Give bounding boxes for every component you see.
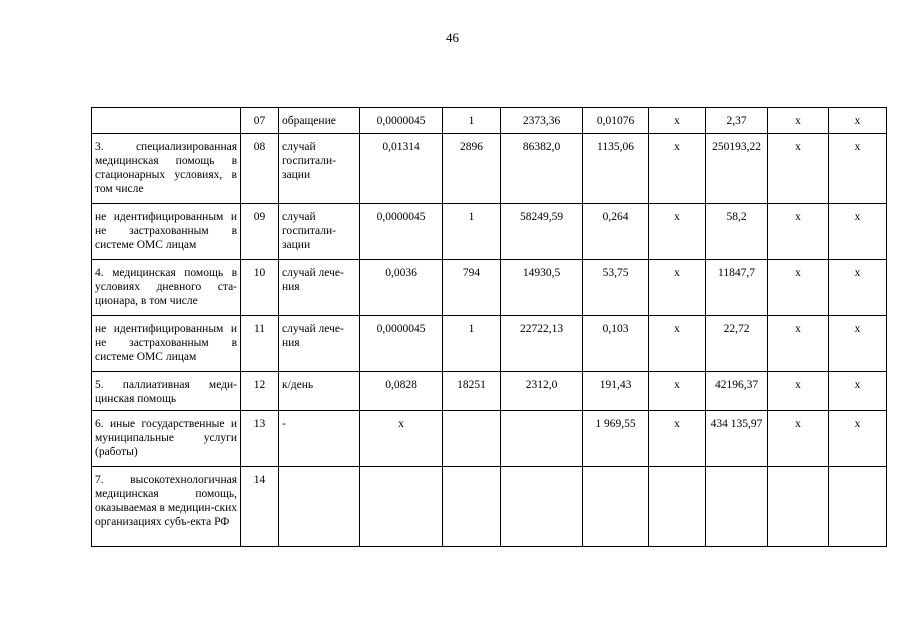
total-share-cell: х — [829, 411, 887, 467]
total-budget-cell: 434 135,97 — [706, 411, 768, 467]
unit-cost-cell: 2312,0 — [501, 372, 583, 411]
unit-cell: к/день — [279, 372, 360, 411]
volume-norm-cell: 0,0000045 — [360, 204, 443, 260]
per-capita-oms-cell — [649, 467, 706, 547]
per-capita-cell — [583, 467, 649, 547]
table-row — [92, 108, 887, 134]
row-code-cell: 07 — [241, 108, 279, 134]
service-name-cell: 5. паллиативная меди-цинская помощь — [92, 372, 241, 411]
per-capita-cell: 1135,06 — [583, 134, 649, 204]
volume-cell: 1 — [443, 108, 501, 134]
table-row — [92, 316, 887, 372]
per-capita-cell: 191,43 — [583, 372, 649, 411]
total-oms-cell: х — [768, 134, 829, 204]
table-row — [92, 372, 887, 411]
volume-cell — [443, 411, 501, 467]
total-share-cell: х — [829, 316, 887, 372]
volume-norm-cell — [360, 467, 443, 547]
service-name-cell — [92, 108, 241, 134]
total-budget-cell: 42196,37 — [706, 372, 768, 411]
total-budget-cell: 11847,7 — [706, 260, 768, 316]
per-capita-oms-cell: х — [649, 316, 706, 372]
total-share-cell: х — [829, 260, 887, 316]
total-oms-cell: х — [768, 204, 829, 260]
total-share-cell: х — [829, 108, 887, 134]
row-code-cell: 10 — [241, 260, 279, 316]
total-share-cell — [829, 467, 887, 547]
total-oms-cell: х — [768, 372, 829, 411]
per-capita-cell: 0,264 — [583, 204, 649, 260]
service-name-cell: не идентифицированным и не застрахованным в системе ОМС лицам — [92, 204, 241, 260]
page-number: 46 — [446, 30, 459, 45]
row-code-cell: 11 — [241, 316, 279, 372]
service-name-cell: 4. медицинская помощь в условиях дневного ста-ционара, в том числе — [92, 260, 241, 316]
service-name-cell: не идентифицированным и не застрахованным в системе ОМС лицам — [92, 316, 241, 372]
total-budget-cell: 250193,22 — [706, 134, 768, 204]
unit-cell: обращение — [279, 108, 360, 134]
per-capita-oms-cell: х — [649, 204, 706, 260]
unit-cost-cell: 22722,13 — [501, 316, 583, 372]
row-code-cell: 09 — [241, 204, 279, 260]
volume-cell: 1 — [443, 204, 501, 260]
budget-table — [91, 107, 887, 547]
per-capita-oms-cell: х — [649, 411, 706, 467]
table-row — [92, 467, 887, 547]
per-capita-cell: 0,01076 — [583, 108, 649, 134]
total-budget-cell: 58,2 — [706, 204, 768, 260]
table-body — [92, 108, 887, 547]
volume-norm-cell: 0,0000045 — [360, 316, 443, 372]
total-share-cell: х — [829, 372, 887, 411]
service-name-cell: 3. специализированная медицинская помощь в стационарных условиях, в том числе — [92, 134, 241, 204]
per-capita-cell: 0,103 — [583, 316, 649, 372]
row-code-cell: 14 — [241, 467, 279, 547]
unit-cost-cell: 58249,59 — [501, 204, 583, 260]
table-row — [92, 134, 887, 204]
total-budget-cell: 2,37 — [706, 108, 768, 134]
unit-cost-cell: 14930,5 — [501, 260, 583, 316]
volume-cell — [443, 467, 501, 547]
total-oms-cell: х — [768, 316, 829, 372]
unit-cost-cell: 2373,36 — [501, 108, 583, 134]
per-capita-oms-cell: х — [649, 134, 706, 204]
service-name-cell: 6. иные государственные и муниципальные услуги (работы) — [92, 411, 241, 467]
unit-cost-cell — [501, 467, 583, 547]
unit-cell: - — [279, 411, 360, 467]
total-oms-cell: х — [768, 108, 829, 134]
unit-cost-cell: 86382,0 — [501, 134, 583, 204]
volume-norm-cell: 0,0036 — [360, 260, 443, 316]
volume-cell: 18251 — [443, 372, 501, 411]
row-code-cell: 12 — [241, 372, 279, 411]
total-oms-cell: х — [768, 260, 829, 316]
per-capita-cell: 1 969,55 — [583, 411, 649, 467]
volume-norm-cell: х — [360, 411, 443, 467]
total-share-cell: х — [829, 204, 887, 260]
volume-norm-cell: 0,0000045 — [360, 108, 443, 134]
total-oms-cell: х — [768, 411, 829, 467]
unit-cell: случай госпитали-зации — [279, 134, 360, 204]
per-capita-oms-cell: х — [649, 260, 706, 316]
service-name-cell: 7. высокотехнологичная медицинская помощь, оказываемая в медицин-ских организациях субъ-екта РФ — [92, 467, 241, 547]
unit-cell: случай лече-ния — [279, 316, 360, 372]
per-capita-oms-cell: х — [649, 372, 706, 411]
total-oms-cell — [768, 467, 829, 547]
unit-cell — [279, 467, 360, 547]
total-budget-cell — [706, 467, 768, 547]
row-code-cell: 13 — [241, 411, 279, 467]
per-capita-oms-cell: х — [649, 108, 706, 134]
table-row — [92, 260, 887, 316]
volume-norm-cell: 0,0828 — [360, 372, 443, 411]
total-budget-cell: 22,72 — [706, 316, 768, 372]
table-row — [92, 411, 887, 467]
per-capita-cell: 53,75 — [583, 260, 649, 316]
volume-cell: 1 — [443, 316, 501, 372]
unit-cell: случай госпитали-зации — [279, 204, 360, 260]
row-code-cell: 08 — [241, 134, 279, 204]
table-row — [92, 204, 887, 260]
unit-cost-cell — [501, 411, 583, 467]
volume-norm-cell: 0,01314 — [360, 134, 443, 204]
total-share-cell: х — [829, 134, 887, 204]
volume-cell: 2896 — [443, 134, 501, 204]
volume-cell: 794 — [443, 260, 501, 316]
unit-cell: случай лече-ния — [279, 260, 360, 316]
